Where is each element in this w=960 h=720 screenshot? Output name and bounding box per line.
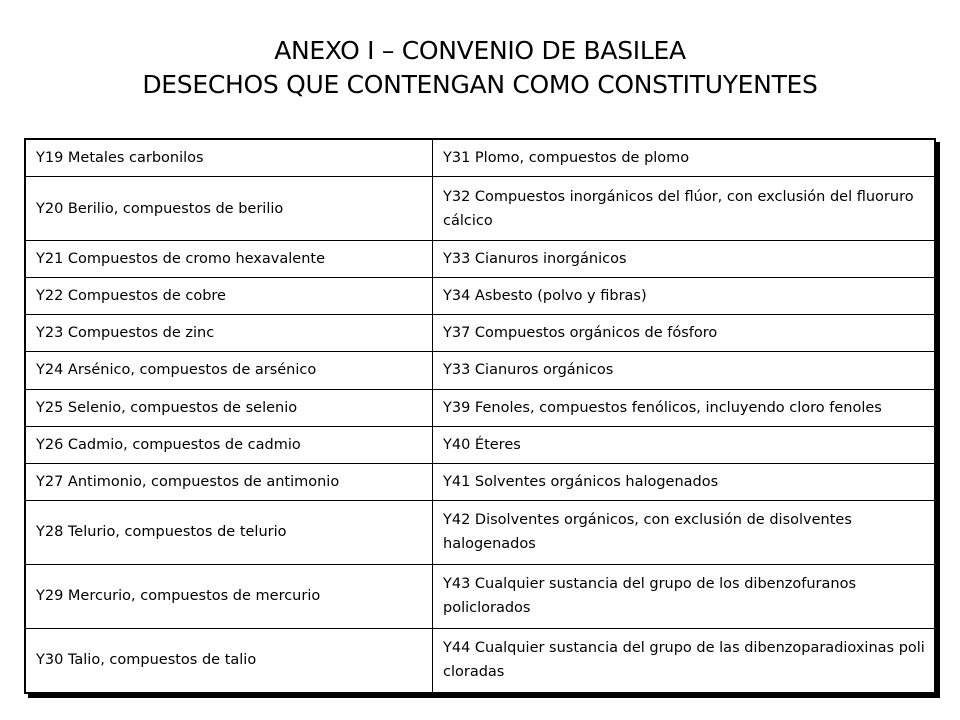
table-cell-right: Y44 Cualquier sustancia del grupo de las dibenzoparadioxinas poli cloradas xyxy=(433,628,936,693)
title-line-1: ANEXO I – CONVENIO DE BASILEA xyxy=(274,36,686,65)
table-cell-left: Y21 Compuestos de cromo hexavalente xyxy=(25,241,433,278)
table-cell-right: Y41 Solventes orgánicos halogenados xyxy=(433,463,936,500)
table-cell-left: Y27 Antimonio, compuestos de antimonio xyxy=(25,463,433,500)
table-row xyxy=(25,278,935,315)
table-cell-left: Y24 Arsénico, compuestos de arsénico xyxy=(25,352,433,389)
table-body xyxy=(25,139,935,693)
table-cell-left: Y20 Berilio, compuestos de berilio xyxy=(25,177,433,241)
table-cell-right: Y34 Asbesto (polvo y fibras) xyxy=(433,278,936,315)
table-cell-right: Y43 Cualquier sustancia del grupo de los dibenzofuranos policlorados xyxy=(433,564,936,628)
waste-table-container xyxy=(24,138,936,694)
table-row xyxy=(25,352,935,389)
slide-title xyxy=(0,34,960,102)
table-cell-left: Y25 Selenio, compuestos de selenio xyxy=(25,389,433,426)
table-cell-right: Y39 Fenoles, compuestos fenólicos, incluyendo cloro fenoles xyxy=(433,389,936,426)
table-cell-right: Y31 Plomo, compuestos de plomo xyxy=(433,139,936,177)
table-row xyxy=(25,500,935,564)
table-cell-right: Y32 Compuestos inorgánicos del flúor, con exclusión del fluoruro cálcico xyxy=(433,177,936,241)
table-cell-left: Y30 Talio, compuestos de talio xyxy=(25,628,433,693)
table-cell-left: Y22 Compuestos de cobre xyxy=(25,278,433,315)
table-row xyxy=(25,628,935,693)
table-row xyxy=(25,564,935,628)
table-cell-right: Y40 Éteres xyxy=(433,426,936,463)
table-cell-left: Y28 Telurio, compuestos de telurio xyxy=(25,500,433,564)
table-cell-right: Y42 Disolventes orgánicos, con exclusión de disolventes halogenados xyxy=(433,500,936,564)
table-row xyxy=(25,315,935,352)
table-row xyxy=(25,389,935,426)
table-cell-left: Y29 Mercurio, compuestos de mercurio xyxy=(25,564,433,628)
table-row xyxy=(25,177,935,241)
table-cell-right: Y33 Cianuros inorgánicos xyxy=(433,241,936,278)
title-line-2: DESECHOS QUE CONTENGAN COMO CONSTITUYENTES xyxy=(142,70,818,99)
table-cell-right: Y37 Compuestos orgánicos de fósforo xyxy=(433,315,936,352)
table-cell-right: Y33 Cianuros orgánicos xyxy=(433,352,936,389)
table-row xyxy=(25,426,935,463)
table-cell-left: Y19 Metales carbonilos xyxy=(25,139,433,177)
table-row xyxy=(25,463,935,500)
table-row xyxy=(25,139,935,177)
table-cell-left: Y23 Compuestos de zinc xyxy=(25,315,433,352)
waste-constituents-table xyxy=(24,138,936,694)
table-cell-left: Y26 Cadmio, compuestos de cadmio xyxy=(25,426,433,463)
table-row xyxy=(25,241,935,278)
